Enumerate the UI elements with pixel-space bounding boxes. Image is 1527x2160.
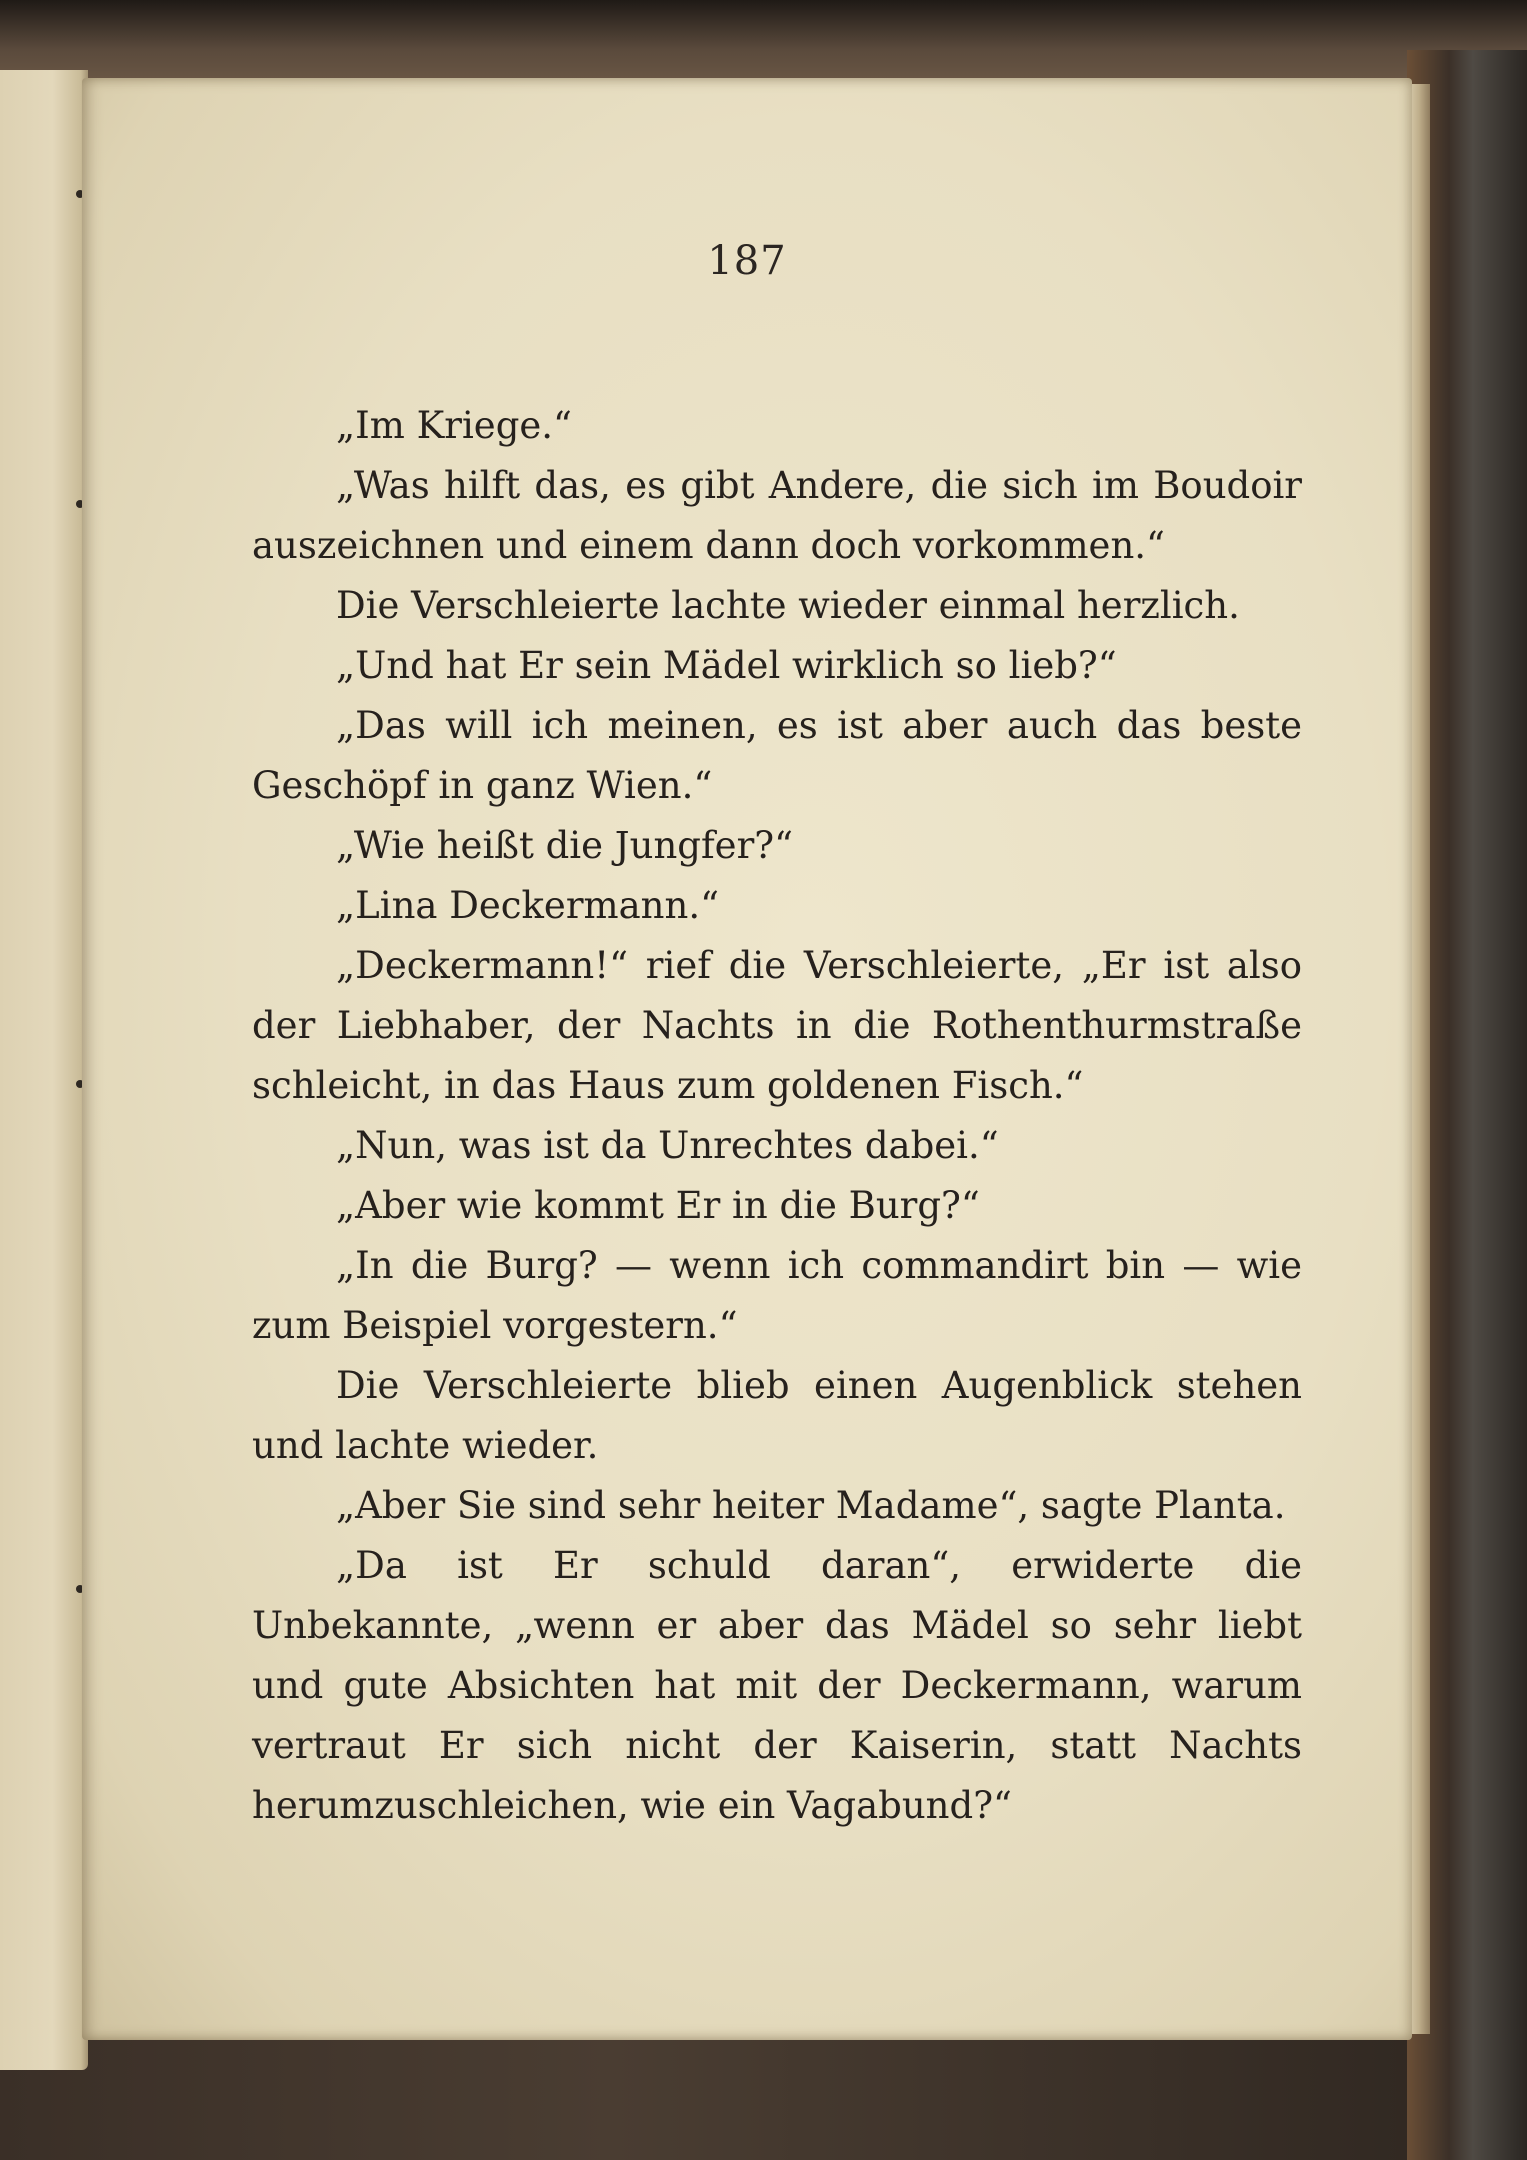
paragraph: „Und hat Er sein Mädel wirklich so lieb?“ (336, 644, 1117, 687)
paragraph: „Aber wie kommt Er in die Burg?“ (336, 1184, 980, 1227)
paragraph: „In die Burg? — wenn ich commandirt bin — wie zum Beispiel vorgestern.“ (252, 1244, 1302, 1347)
paragraph: „Lina Deckermann.“ (336, 884, 719, 927)
paragraph: „Deckermann!“ rief die Verschleierte, „Er ist also der Liebhaber, der Nachts in die Rothenthurmstraße schleicht, in das Haus zum goldenen Fisch.“ (252, 944, 1302, 1107)
paragraph: „Was hilft das, es gibt Andere, die sich im Boudoir auszeichnen und einem dann doch vorkommen.“ (252, 464, 1302, 567)
paragraph: „Im Kriege.“ (336, 404, 572, 447)
paragraph: „Nun, was ist da Unrechtes dabei.“ (336, 1124, 999, 1167)
paragraph: „Da ist Er schuld daran“, erwiderte die Unbekannte, „wenn er aber das Mädel so sehr liebt und gute Absichten hat mit der Deckermann, warum vertraut Er sich nicht der Kaiserin, statt Nachts herumzuschleichen, wie ein Vagabund?“ (252, 1544, 1302, 1827)
paragraph: Die Verschleierte lachte wieder einmal herzlich. (336, 584, 1240, 627)
paragraph: Die Verschleierte blieb einen Augenblick stehen und lachte wieder. (252, 1364, 1302, 1467)
page-body-text (252, 396, 1302, 1836)
cover-board-top (0, 0, 1527, 90)
paragraph: „Das will ich meinen, es ist aber auch das beste Geschöpf in ganz Wien.“ (252, 704, 1302, 807)
facing-page-edge (0, 70, 88, 2070)
paragraph: „Aber Sie sind sehr heiter Madame“, sagte Planta. (336, 1484, 1286, 1527)
page-number: 187 (707, 238, 787, 284)
paragraph: „Wie heißt die Jungfer?“ (336, 824, 794, 867)
book-page (82, 78, 1412, 2040)
